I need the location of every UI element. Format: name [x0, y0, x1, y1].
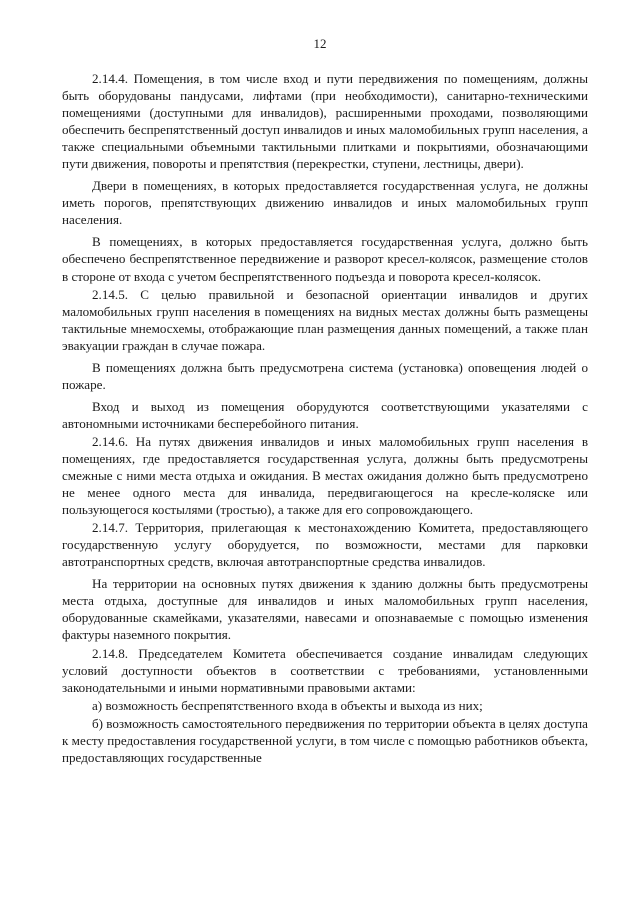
page-number: 12 — [313, 36, 327, 51]
paragraph-entrance-signs: Вход и выход из помещения оборудуются соответствующими указателями с автономными источниками бесперебойного питания. — [62, 398, 588, 431]
paragraph-fire-alert: В помещениях должна быть предусмотрена система (установка) оповещения людей о пожаре. — [62, 359, 588, 392]
paragraph-2-14-6: 2.14.6. На путях движения инвалидов и иных маломобильных групп населения в помещениях, где предоставляется государственная услуга, должны быть предусмотрены смежные с ними места отдыха и ожидания. В местах ожидания должно быть предусмотрено не менее одного места для инвалида, передвигающегося на кресле-коляске или пользующегося костылями (тростью), а также для его сопровождающего. — [62, 433, 588, 518]
document-body — [62, 70, 588, 766]
paragraph-2-14-8: 2.14.8. Председателем Комитета обеспечивается создание инвалидам следующих условий доступности объектов в соответствии с требованиями, установленными законодательными и иными нормативными правовыми актами: — [62, 645, 588, 695]
paragraph-2-14-4: 2.14.4. Помещения, в том числе вход и пути передвижения по помещениям, должны быть оборудованы пандусами, лифтами (при необходимости), санитарно-техническими помещениями (доступными для инвалидов), расширенными проходами, позволяющими обеспечить беспрепятственный доступ инвалидов и иных маломобильных групп населения, а также специальными объемными тактильными плитками и покрытиями, обозначающими пути движения, повороты и препятствия (перекрестки, ступени, лестницы, двери). — [62, 71, 588, 172]
paragraph-doors: Двери в помещениях, в которых предоставляется государственная услуга, не должны иметь порогов, препятствующих движению инвалидов и иных маломобильных групп населения. — [62, 178, 588, 228]
paragraph-2-14-5: 2.14.5. С целью правильной и безопасной ориентации инвалидов и других маломобильных групп населения в помещениях на видных местах должны быть размещены тактильные мнемосхемы, отображающие план размещения данных помещений, а также план эвакуации граждан в случае пожара. — [62, 286, 588, 353]
list-item-b: б) возможность самостоятельного передвижения по территории объекта в целях доступа к месту предоставления государственной услуги, в том числе с помощью работников объекта, предоставляющих государственные — [62, 715, 588, 765]
paragraph-wheelchair-movement: В помещениях, в которых предоставляется государственная услуга, должно быть обеспечено беспрепятственное передвижение и разворот кресел-колясок, размещение столов в стороне от входа с учетом беспрепятственного подъезда и поворота кресел-колясок. — [62, 234, 588, 284]
paragraph-2-14-7: 2.14.7. Территория, прилегающая к местонахождению Комитета, предоставляющего государственную услугу оборудуется, по возможности, местами для парковки автотранспортных средств, включая автотранспортные средства инвалидов. — [62, 520, 588, 570]
paragraph-territory: На территории на основных путях движения к зданию должны быть предусмотрены места отдыха, доступные для инвалидов и иных маломобильных групп населения, оборудованные скамейками, указателями, навесами и опознаваемые с помощью изменения фактуры наземного покрытия. — [62, 576, 588, 643]
list-item-a: а) возможность беспрепятственного входа в объекты и выхода из них; — [92, 697, 483, 713]
